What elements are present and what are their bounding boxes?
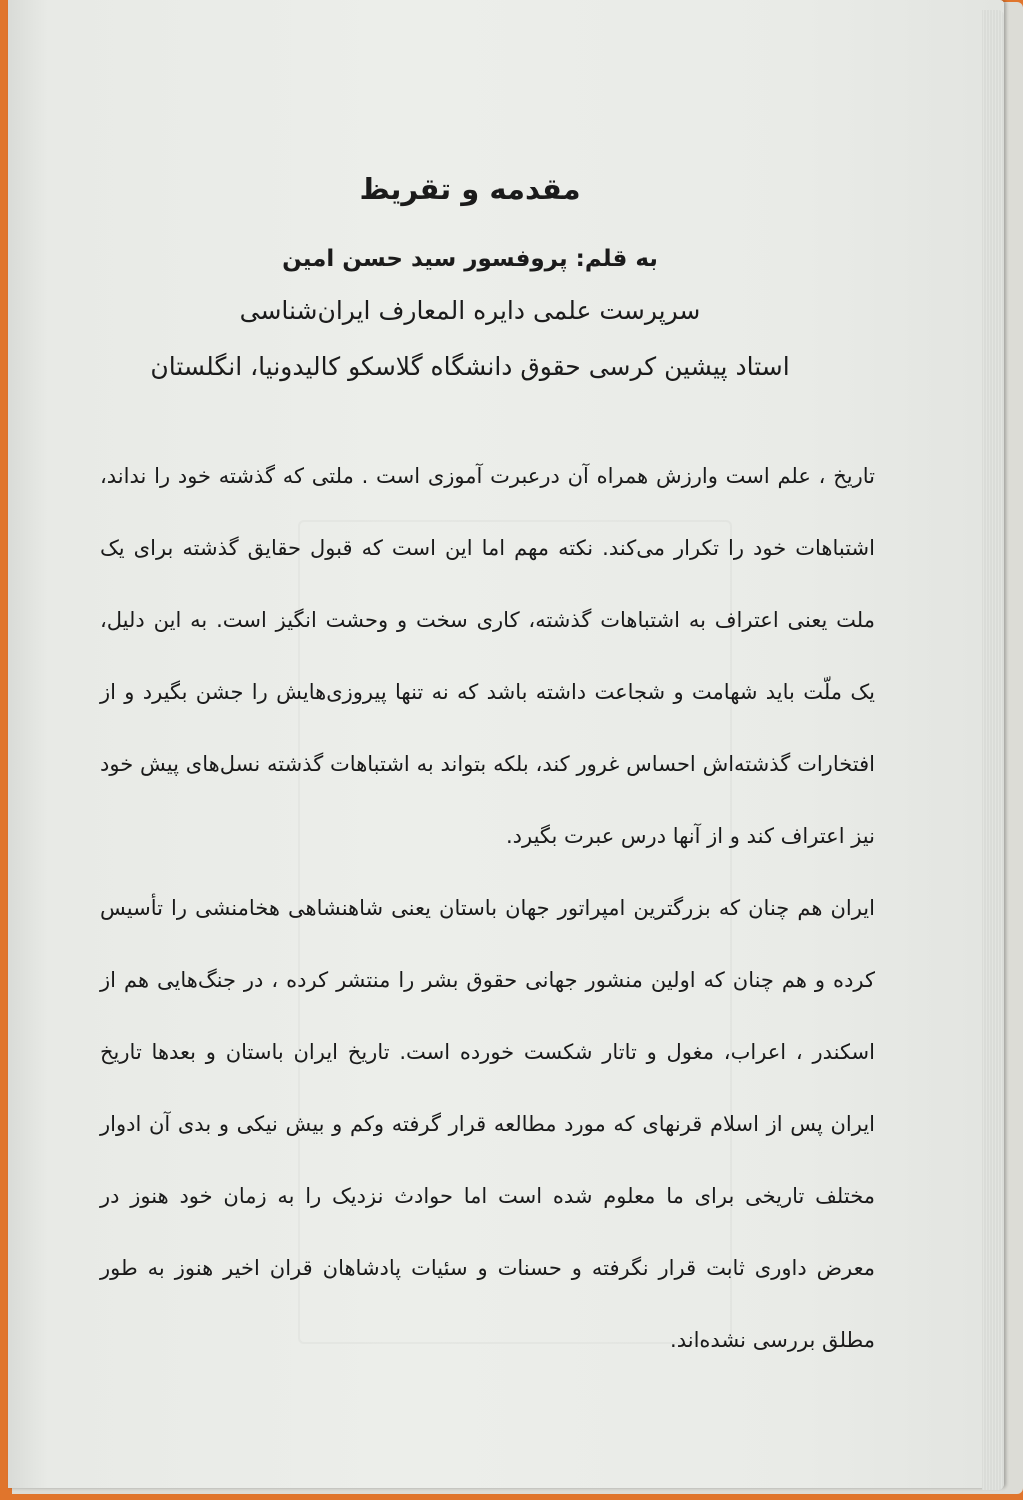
author-line: به قلم: پروفسور سید حسن امین — [282, 246, 658, 272]
body-text — [100, 440, 875, 1376]
paragraph-2: ایران هم چنان که بزرگترین امپراتور جهان باستان یعنی شاهنشاهی هخامنشی را تأسیس کرده و هم چنان که اولین منشور جهانی حقوق بشر را منتشر کرده ، در جنگ‌هایی هم از اسکندر ، اعراب، مغول و تاتار شکست خورده است. تاریخ ایران باستان و بعدها تاریخ ایران پس از اسلام قرنهای که مورد مطالعه قرار گرفته وکم و بیش نیکی و بدی آن ادوار مختلف تاریخی برای ما معلوم شده است اما حوادث نزدیک را به زمان خود هنوز در معرض داوری ثابت قرار نگرفته و حسنات و سئیات پادشاهان قران اخیر هنوز به طور مطلق بررسی نشده‌اند. — [100, 896, 875, 1352]
page-title: مقدمه و تقریظ — [359, 172, 581, 206]
paragraph-1: تاریخ ، علم است وارزش همراه آن درعبرت آموزی است . ملتی که گذشته خود را نداند، اشتباهات خود را تکرار می‌کند. نکته مهم اما این است که قبول حقایق گذشته برای یک ملت یعنی اعتراف به اشتباهات گذشته، کاری سخت و وحشت انگیز است. به این دلیل، یک ملّت باید شهامت و شجاعت داشته باشد که نه تنها پیروزی‌هایش را جشن بگیرد و از افتخارات گذشته‌اش احساس غرور کند، بلکه بتواند به اشتباهات گذشته نسل‌های پیش خود نیز اعتراف کند و از آنها درس عبرت بگیرد. — [100, 464, 875, 848]
author-position: استاد پیشین کرسی حقوق دانشگاه گلاسکو کالیدونیا، انگلستان — [150, 352, 790, 381]
page-stack-edges — [982, 10, 1004, 1490]
author-role: سرپرست علمی دایره المعارف ایران‌شناسی — [239, 296, 701, 325]
